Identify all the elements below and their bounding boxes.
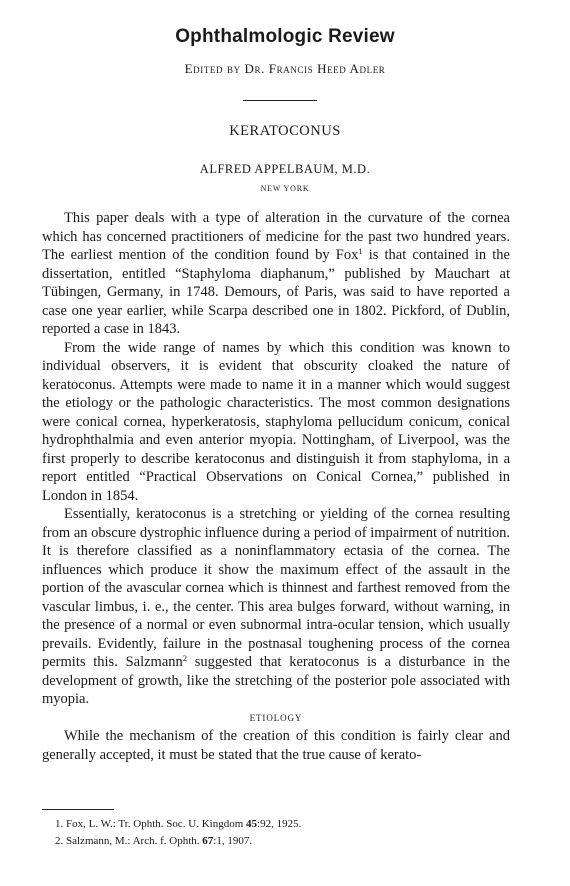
footnote-1-volume: 45 <box>246 818 258 830</box>
paragraph-2: From the wide range of names by which this condition was known to individual observers, it is evident that obscurity cloaked the nature of keratoconus. Attempts were made to name it in a manner which would suggest the etiology or the pathologic characteristics. The most common designations were conical cornea, hyperkeratosis, staphyloma pellucidum conicum, conical hydrophthalmia and even anterior myopia. Nottingham, of Liverpool, was the first properly to describe keratoconus and distinguish it from staphyloma, in a report entitled “Practical Observations on Conical Cornea,” published in London in 1854. <box>42 339 510 504</box>
section-heading-etiology: ETIOLOGY <box>249 712 303 723</box>
editor-line: Edited by Dr. Francis Heed Adler <box>184 61 386 76</box>
footnote-2-text-b: :1, 1907. <box>213 835 253 847</box>
paragraph-3 <box>42 505 510 709</box>
footnote-2-text-a: 2. Salzmann, M.: Arch. f. Ophth. <box>55 835 203 847</box>
footnote-divider <box>42 809 114 810</box>
footnote-1 <box>55 816 495 833</box>
paragraph-1-text-a: This paper deals with a type of alteration in the curvature of the cornea which has concerned practitioners of medicine for the past two hundred years. The earliest mention of the condition found by Fox <box>42 210 510 263</box>
footnote-2-volume: 67 <box>202 835 214 847</box>
footnote-ref-1: 1 <box>358 246 363 256</box>
paragraph-1 <box>42 209 510 339</box>
paragraph-3-text-a: Essentially, keratoconus is a stretching or yielding of the cornea resulting from an obscure dystrophic influence during a period of impairment of nutrition. It is therefore classified as a noninflammatory ectasia of the cornea. The influences which produce it show the maximum effect of the assault in the portion of the avascular cornea which is thinnest and farthest removed from the vascular limbus, i. e., the center. This area bulges forward, without warning, in the presence of a normal or even subnormal intra-ocular tension, which usually prevails. Evidently, failure in the postnasal toughening process of the cornea permits this. Salzmann <box>42 506 510 670</box>
footnote-1-text-b: :92, 1925. <box>257 818 302 830</box>
journal-title: Ophthalmologic Review <box>175 26 395 47</box>
paragraph-4: While the mechanism of the creation of this condition is fairly clear and generally accepted, it must be stated that the true cause of kerato- <box>42 728 510 763</box>
article-author: ALFRED APPELBAUM, M.D. <box>199 162 371 176</box>
paragraph-1-text-b: is that contained in the dissertation, entitled “Staphyloma diaphanum,” published by Mauchart at Tübingen, Germany, in 1748. Demours, of Paris, was said to have reported a case one year earlier, while Scarpa described one in 1802. Pickford, of Dublin, reported a case in 1843. <box>42 247 510 337</box>
footnotes <box>55 816 495 850</box>
footnote-2 <box>55 833 495 850</box>
paragraph-3-text-b: suggested that keratoconus is a disturbance in the development of growth, like the stretching of the posterior pole associated with myopia. <box>42 654 510 707</box>
title-divider <box>243 100 317 101</box>
article-title: KERATOCONUS <box>229 123 341 139</box>
footnote-1-text-a: 1. Fox, L. W.: Tr. Ophth. Soc. U. Kingdom <box>55 818 247 830</box>
footnote-ref-2: 2 <box>182 653 188 663</box>
author-location: NEW YORK <box>260 184 310 193</box>
article-body <box>42 209 510 764</box>
